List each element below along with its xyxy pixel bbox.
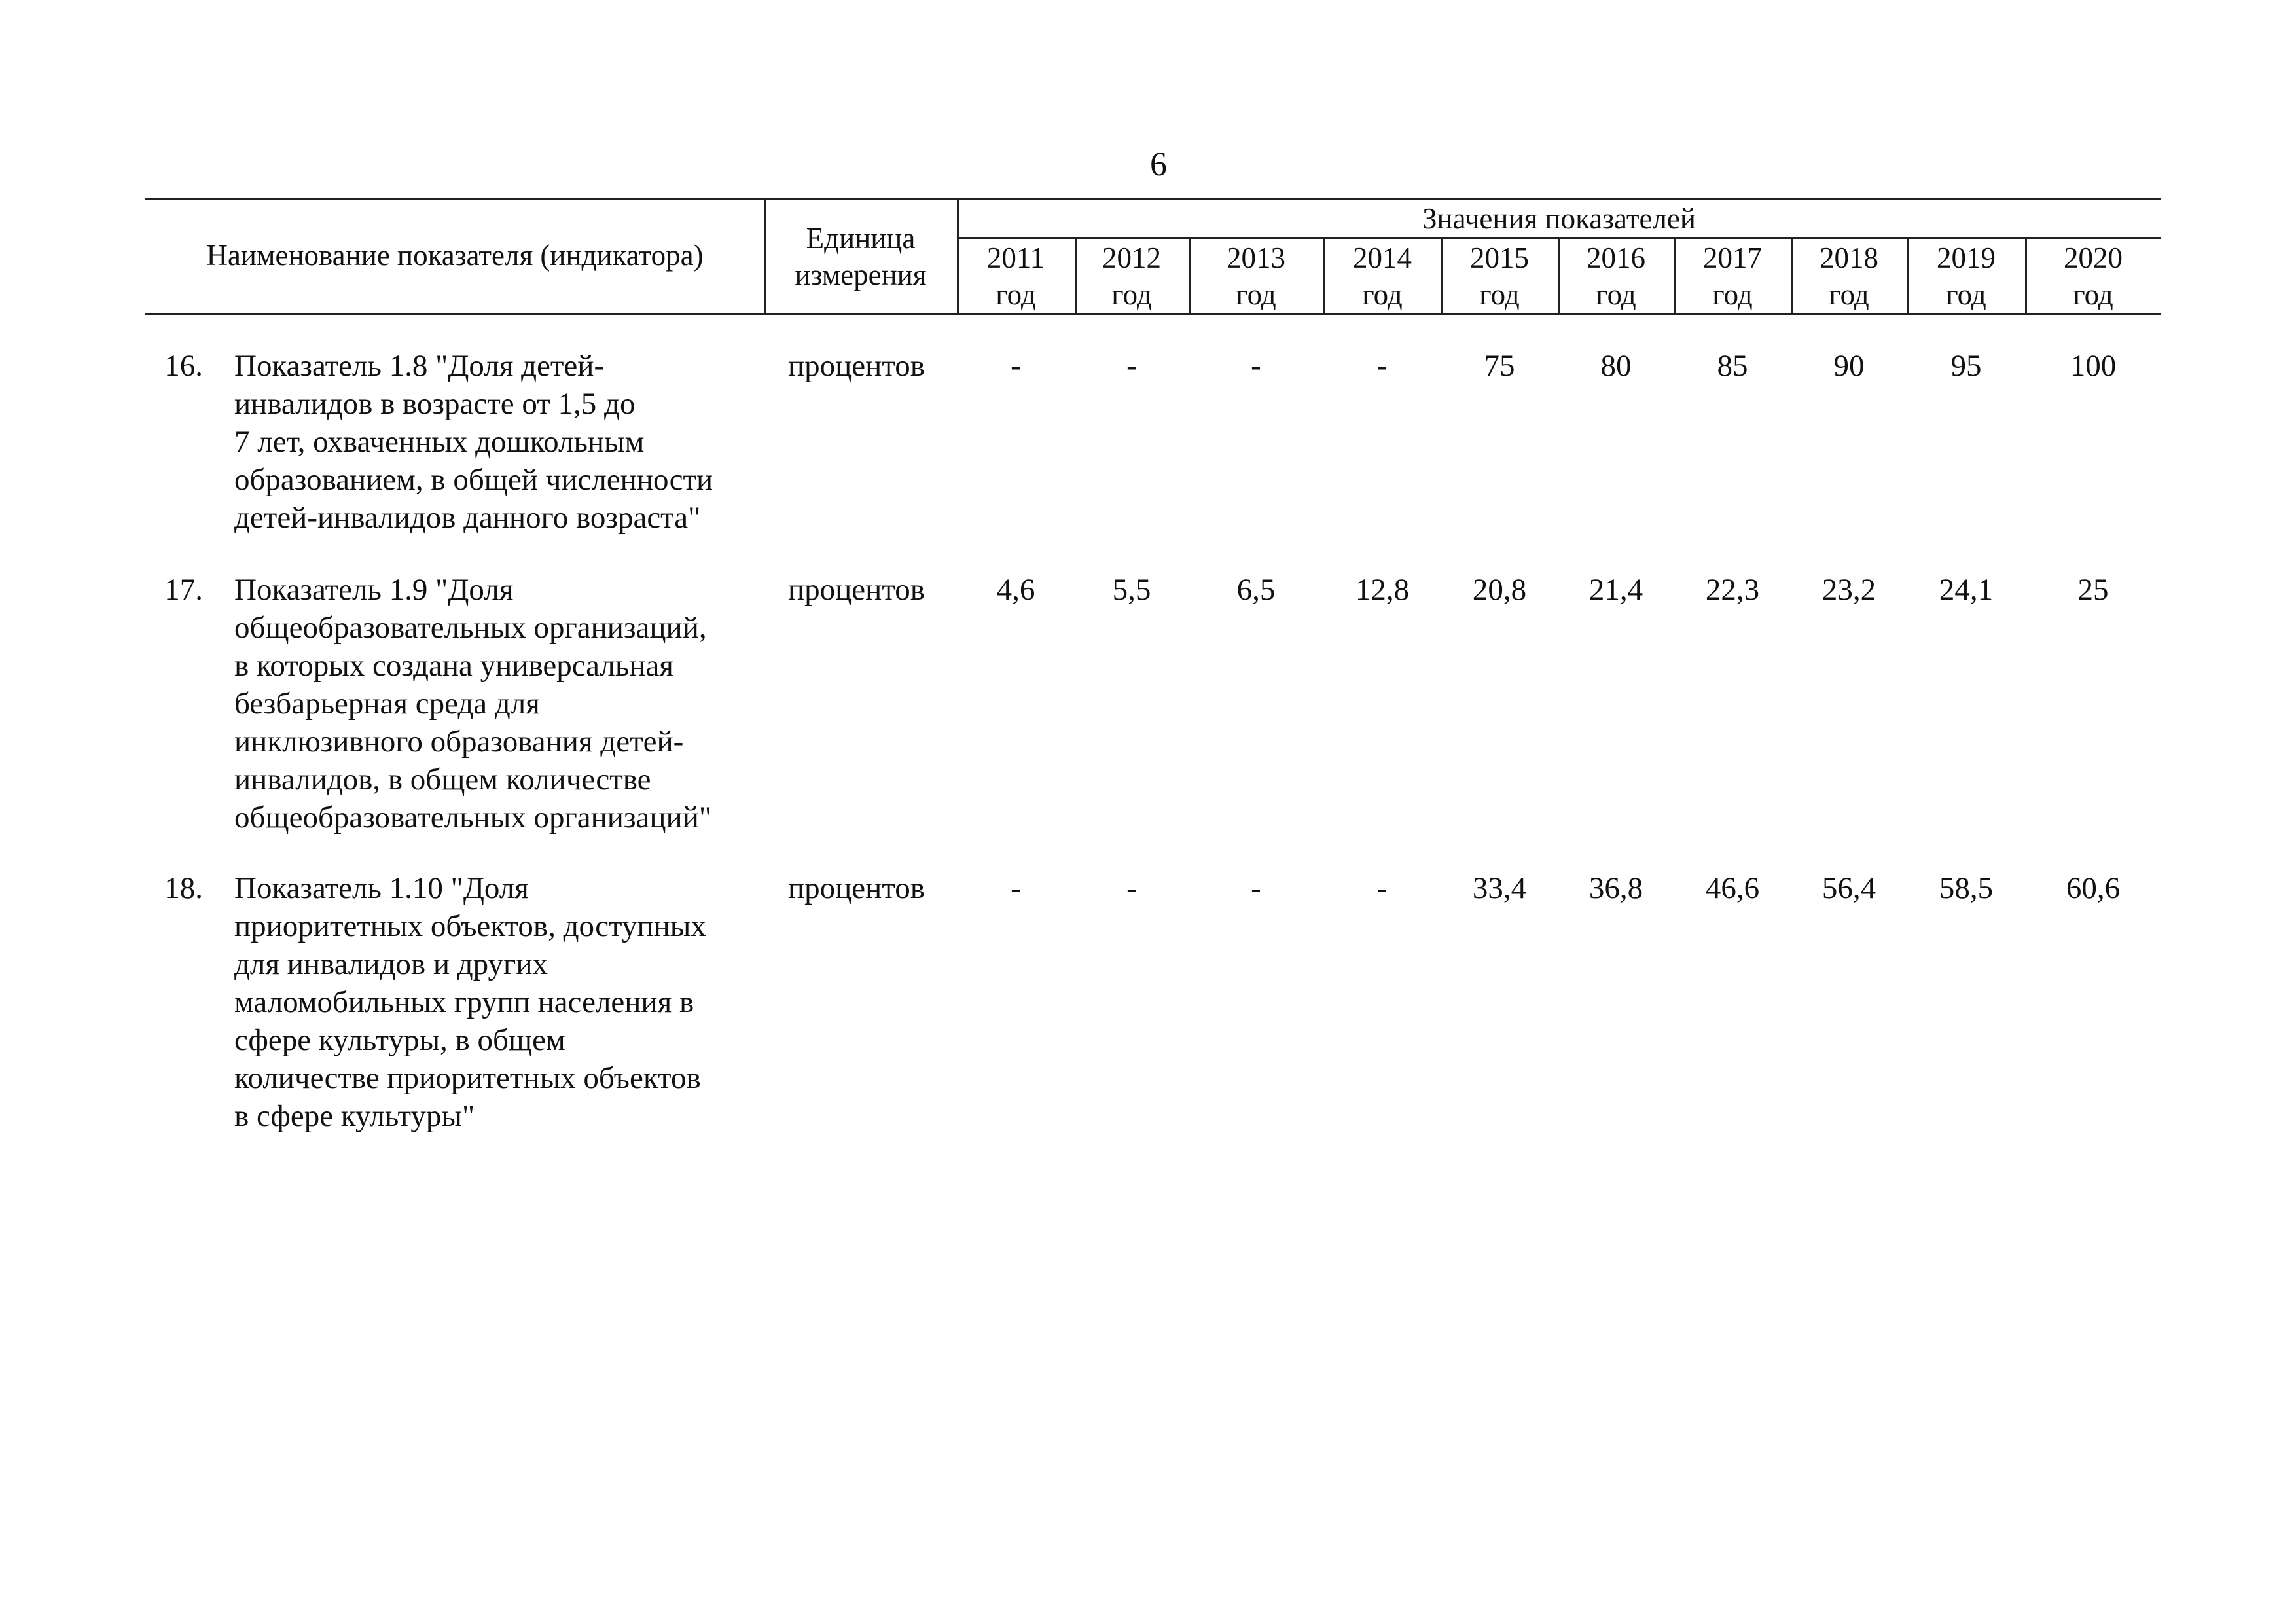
year-label: 2020 bbox=[2064, 242, 2123, 274]
value-cell: 95 bbox=[1950, 349, 1982, 383]
year-label: 2014 bbox=[1353, 242, 1412, 274]
indicator-name-line: 7 лет, охваченных дошкольным bbox=[234, 425, 645, 459]
row-number: 16. bbox=[164, 349, 203, 383]
value-cell: 75 bbox=[1484, 349, 1515, 383]
value-cell: 23,2 bbox=[1821, 573, 1876, 607]
year-suffix: год bbox=[996, 278, 1036, 311]
value-cell: 56,4 bbox=[1821, 871, 1876, 905]
indicator-name-line: инвалидов в возрасте от 1,5 до bbox=[234, 387, 636, 421]
year-label: 2017 bbox=[1703, 242, 1762, 274]
unit-cell: процентов bbox=[788, 573, 925, 607]
year-label: 2018 bbox=[1820, 242, 1878, 274]
value-cell: 22,3 bbox=[1705, 573, 1760, 607]
value-cell: 20,8 bbox=[1472, 573, 1527, 607]
indicator-name-line: Показатель 1.9 "Доля bbox=[234, 573, 514, 607]
header-top-rule bbox=[145, 198, 2161, 200]
value-cell: 36,8 bbox=[1588, 871, 1643, 905]
value-cell: 24,1 bbox=[1939, 573, 1994, 607]
value-cell: 25 bbox=[2077, 573, 2109, 607]
year-suffix: год bbox=[1111, 278, 1152, 311]
value-cell: - bbox=[1126, 349, 1137, 383]
indicator-name-line: количестве приоритетных объектов bbox=[234, 1061, 701, 1095]
value-cell: 33,4 bbox=[1472, 871, 1527, 905]
year-suffix: год bbox=[1712, 278, 1753, 311]
value-cell: 85 bbox=[1717, 349, 1748, 383]
year-suffix: год bbox=[1236, 278, 1276, 311]
row-number: 17. bbox=[164, 573, 203, 607]
value-cell: - bbox=[1011, 349, 1021, 383]
value-cell: 6,5 bbox=[1236, 573, 1276, 607]
value-cell: 5,5 bbox=[1112, 573, 1151, 607]
indicator-name-line: образованием, в общей численности bbox=[234, 463, 713, 497]
value-cell: - bbox=[1126, 871, 1137, 905]
value-cell: - bbox=[1377, 349, 1388, 383]
value-cell: 4,6 bbox=[996, 573, 1035, 607]
value-cell: 100 bbox=[2070, 349, 2117, 383]
value-cell: 80 bbox=[1600, 349, 1632, 383]
page-number: 6 bbox=[1150, 146, 1167, 183]
indicator-name-line: общеобразовательных организаций, bbox=[234, 611, 707, 645]
value-cell: - bbox=[1251, 871, 1261, 905]
indicator-name-line: общеобразовательных организаций" bbox=[234, 801, 712, 835]
indicator-name-line: безбарьерная среда для bbox=[234, 687, 540, 721]
indicator-name-line: инвалидов, в общем количестве bbox=[234, 763, 651, 797]
row-number: 18. bbox=[164, 871, 203, 905]
value-cell: - bbox=[1011, 871, 1021, 905]
value-cell: 46,6 bbox=[1705, 871, 1760, 905]
year-label: 2015 bbox=[1470, 242, 1529, 274]
value-cell: - bbox=[1377, 871, 1388, 905]
year-label: 2016 bbox=[1587, 242, 1645, 274]
indicator-name-line: в которых создана универсальная bbox=[234, 649, 673, 683]
unit-cell: процентов bbox=[788, 349, 925, 383]
year-label: 2011 bbox=[986, 242, 1045, 274]
header-unit-line2: измерения bbox=[795, 259, 927, 291]
year-label: 2019 bbox=[1937, 242, 1996, 274]
header-values-group: Значения показателей bbox=[1422, 202, 1696, 235]
year-label: 2012 bbox=[1102, 242, 1161, 274]
value-cell: 58,5 bbox=[1939, 871, 1994, 905]
indicator-name-line: Показатель 1.10 "Доля bbox=[234, 871, 529, 905]
value-cell: 21,4 bbox=[1588, 573, 1643, 607]
year-suffix: год bbox=[1946, 278, 1986, 311]
year-suffix: год bbox=[1362, 278, 1403, 311]
value-cell: 90 bbox=[1833, 349, 1865, 383]
indicator-name-line: сфере культуры, в общем bbox=[234, 1023, 565, 1057]
value-cell: 12,8 bbox=[1355, 573, 1410, 607]
indicator-name-line: приоритетных объектов, доступных bbox=[234, 909, 706, 943]
year-suffix: год bbox=[2073, 278, 2113, 311]
indicator-name-line: детей-инвалидов данного возраста" bbox=[234, 501, 701, 535]
unit-cell: процентов bbox=[788, 871, 925, 905]
indicator-name-line: Показатель 1.8 "Доля детей- bbox=[234, 349, 605, 383]
value-cell: - bbox=[1251, 349, 1261, 383]
indicator-name-line: в сфере культуры" bbox=[234, 1099, 475, 1133]
year-label: 2013 bbox=[1227, 242, 1285, 274]
year-suffix: год bbox=[1596, 278, 1636, 311]
indicator-name-line: инклюзивного образования детей- bbox=[234, 725, 684, 759]
year-suffix: год bbox=[1829, 278, 1869, 311]
indicator-name-line: маломобильных групп населения в bbox=[234, 985, 694, 1019]
indicator-name-line: для инвалидов и других bbox=[234, 947, 548, 981]
header-name-col: Наименование показателя (индикатора) bbox=[206, 239, 704, 272]
value-cell: 60,6 bbox=[2066, 871, 2121, 905]
year-suffix: год bbox=[1479, 278, 1520, 311]
header-unit-line1: Единица bbox=[806, 222, 916, 255]
